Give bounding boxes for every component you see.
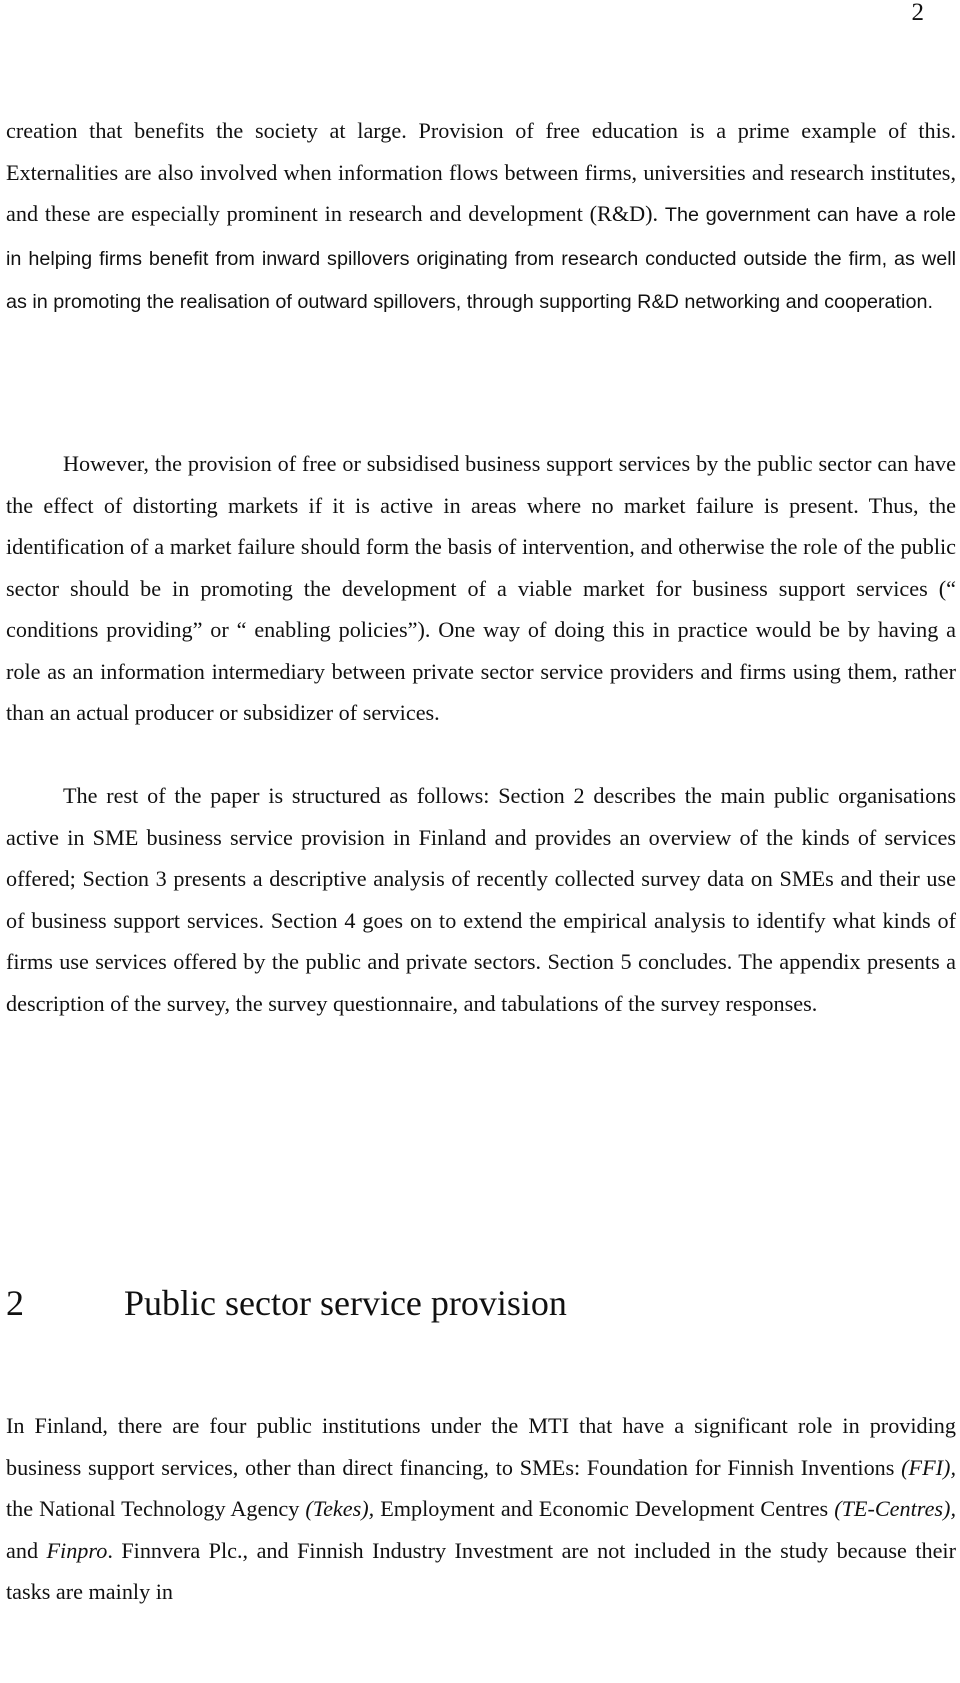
paragraph-text: . Finnvera Plc., and Finnish Industry Investment are not included in the study because their tasks are mainly in (6, 1537, 956, 1604)
paragraph-text-sans: The government can have a role in helping firms benefit from inward spillovers originating from research conducted outside the firm, as well as in promoting the realisation of outward spillovers, through supporting R&D networking and cooperation. (6, 204, 956, 313)
paragraph-text: In Finland, there are four public institutions under the MTI that have a significant role in providing business support services, other than direct financing, to SMEs: Foundation for Finnish Inventions (6, 1413, 956, 1480)
section-title: Public sector service provision (124, 1283, 567, 1323)
body-paragraph: The rest of the paper is structured as follows: Section 2 describes the main public organisations active in SME business service provision in Finland and provides an overview of the kinds of services offered; Section 3 presents a descriptive analysis of recently collected survey data on SMEs and their use of business support services. Section 4 goes on to extend the empirical analysis to identify what kinds of firms use services offered by the public and private sectors. Section 5 concludes. The appendix presents a description of the survey, the survey questionnaire, and tabulations of the survey responses. (6, 783, 956, 1016)
paragraph-text: the National Technology Agency (6, 1496, 306, 1521)
page-number: 2 (911, 0, 924, 26)
body-paragraph: However, the provision of free or subsidised business support services by the public sector can have the effect of distorting markets if it is active in areas where no market failure is present. Thus, the identification of a market failure should form the basis of intervention, and otherwise the role of the public sector should be in promoting the development of a viable market for business support services (“ conditions providing” or “ enabling policies”). One way of doing this in practice would be by having a role as an information intermediary between private sector service providers and firms using them, rather than an actual producer or subsidizer of services. (6, 451, 956, 725)
section-heading (6, 1276, 567, 1330)
body-paragraph (6, 1405, 956, 1613)
institution-abbreviation: (Tekes), (305, 1496, 375, 1521)
body-paragraph (6, 110, 956, 324)
section-number: 2 (6, 1283, 24, 1323)
paragraph-text: creation that benefits the society at large. Provision of free education is a prime example of this. Externalities are also involved when information flows between firms, universities and research institutes, and these are especially prominent in research and development (R&D). (6, 118, 956, 226)
institution-abbreviation: (FFI), (901, 1454, 956, 1480)
paragraph-text: and (6, 1537, 47, 1563)
institution-name: Finpro (46, 1537, 108, 1563)
institution-abbreviation: (TE-Centres), (834, 1496, 956, 1521)
paragraph-text: Employment and Economic Development Centres (374, 1496, 835, 1521)
